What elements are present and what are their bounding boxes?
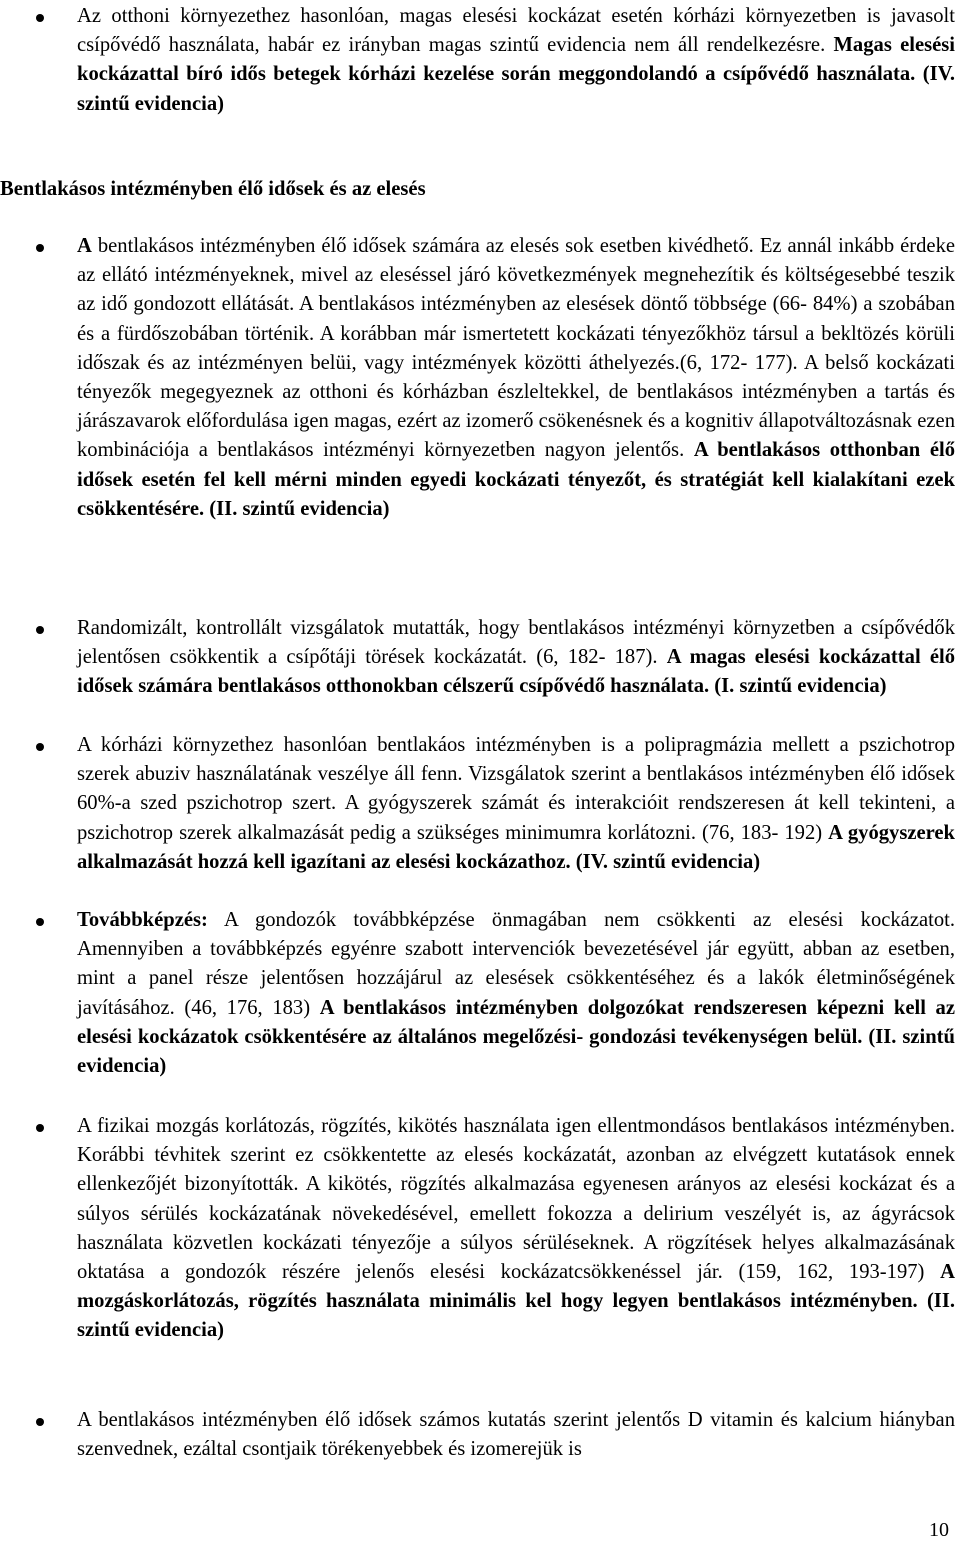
bold-text-run: A magas elesési kockázattal élő idősek számára bentlakásos otthonokban célszerű csípővédő használata. (I. szintű evidencia) bbox=[77, 646, 955, 698]
paragraph bbox=[77, 731, 955, 877]
bullet-dot bbox=[36, 918, 44, 926]
paragraph bbox=[77, 906, 955, 1081]
bold-text-run: A bentlakásos otthonban élő idősek esetén fel kell mérni minden egyedi kockázati tényezőt, és stratégiát kell kialakítani ezek csökkentésére. (II. szintű evidencia) bbox=[77, 439, 955, 520]
paragraph bbox=[77, 1112, 955, 1346]
bullet-dot bbox=[36, 626, 44, 634]
bullet-dot bbox=[36, 244, 44, 252]
text-run: A kórházi környzethez hasonlóan bentlakáos intézményben is a polipragmázia mellett a pszichotrop szerek abuziv használatának veszélye áll fenn. Vizsgálatok szerint a bentlakásos intézményben élő idősek 60%-a szed pszichotrop szert. A gyógyszerek számát és interakcióit rendszeresen át kell tekinteni, a pszichotrop szerek alkalmazását pedig a szükséges minimumra korlátozni. (76, 183- 192) bbox=[77, 734, 955, 844]
page-number: 10 bbox=[929, 1519, 949, 1541]
paragraph bbox=[77, 614, 955, 702]
text-run: A fizikai mozgás korlátozás, rögzítés, kikötés használata igen ellentmondásos bentlakásos intézményben. Korábbi tévhitek szerint ez csökkentette az elesés kockázatát, azonban az elvégzett kutatások ennek ellenkezőjét bizonyították. A kikötés, rögzítés alkalmazása egyenesen arányos az elesési kockázat és a súlyos sérülés kockázatának növekedésével, emellett fokozza a delirium veszélyét is, az ágyrácsok használata közvetlen kockázati tényezője a súlyos sérüléseknek. A rögzítések helyes alkalmazásának oktatása a gondozók részére jelenős elesési kockázatcsökkenéssel jár. (159, 162, 193-197) bbox=[77, 1115, 955, 1284]
paragraph bbox=[77, 1406, 955, 1464]
bullet-dot bbox=[36, 1124, 44, 1132]
paragraph bbox=[77, 232, 955, 524]
text-run: Az otthoni környezethez hasonlóan, magas elesési kockázat esetén kórházi környezetben is javasolt csípővédő használata, habár ez irányban magas szintű evidencia nem áll rendelkezésre. bbox=[77, 5, 955, 57]
text-run: A bentlakásos intézményben élő idősek számos kutatás szerint jelentős D vitamin és kalcium hiányban szenvednek, ezáltal csontjaik törékenyebbek és izomerejük is bbox=[77, 1409, 955, 1461]
bold-text-run: A mozgáskorlátozás, rögzítés használata minimális kel hogy legyen bentlakásos intézményben. (II. szintű evidencia) bbox=[77, 1261, 955, 1342]
bullet-dot bbox=[36, 1418, 44, 1426]
section-heading: Bentlakásos intézményben élő idősek és az elesés bbox=[0, 178, 426, 200]
text-run: bentlakásos intézményben élő idősek számára az elesés sok esetben kivédhető. Ez annál inkább érdeke az ellátó intézményeknek, mivel az eleséssel járó következmények megnehezítik és költségesebbé teszik az idő gondozott ellátását. A bentlakásos intézményben az elesések döntő többsége (66- 84%) a szobában és a fürdőszobában történik. A korábban már ismertetett kockázati tényezőkhöz társul a bekltözés körüli időszak és az intézményen belüi, vagy intézmények közötti áthelyezés.(6, 172- 177). A belső kockázati tényezők megegyeznek az otthoni és kórházban észleltekkel, de bentlakásos intézményben a tartás és járászavarok előfordulása igen magas, ezért az izomerő csökenésnek és a kognitiv állapotváltozásnak ezen kombinációja a bentlakásos intézményi környezetben nagyon jelentős. bbox=[77, 235, 955, 462]
bold-text-run: A bentlakásos intézményben dolgozókat rendszeresen képezni kell az elesési kockázatok csökkentésére az általános megelőzési- gondozási tevékenységen belül. (II. szintű evidencia) bbox=[77, 996, 955, 1078]
bold-text-run: A gyógyszerek alkalmazását hozzá kell igazítani az elesési kockázathoz. (IV. szintű evidencia) bbox=[77, 821, 956, 873]
text-run: Randomizált, kontrollált vizsgálatok mutatták, hogy bentlakásos intézményi környzetben a csípővédők jelentősen csökkentik a csípőtáji törések kockázatát. (6, 182- 187). bbox=[77, 617, 955, 669]
paragraph bbox=[77, 2, 955, 119]
bullet-dot bbox=[36, 743, 44, 751]
bold-text-run: Magas elesési kockázattal bíró idős betegek kórházi kezelése során meggondolandó a csípővédő használata. (IV. szintű evidencia) bbox=[77, 34, 956, 115]
bold-text-run: Továbbképzés: bbox=[77, 909, 208, 931]
bold-text-run: A bbox=[77, 235, 92, 257]
bullet-dot bbox=[36, 14, 44, 22]
text-run: A gondozók továbbképzése önmagában nem csökkenti az elesési kockázatot. Amennyiben a továbbképzés egyénre szabott intervenciók bevezetésével jár együtt, abban az esetben, mint a panel része jelentősen hozzájárul az elesések csökkentéséhez és a lakók életminőségének javításához. (46, 176, 183) bbox=[77, 909, 955, 1019]
